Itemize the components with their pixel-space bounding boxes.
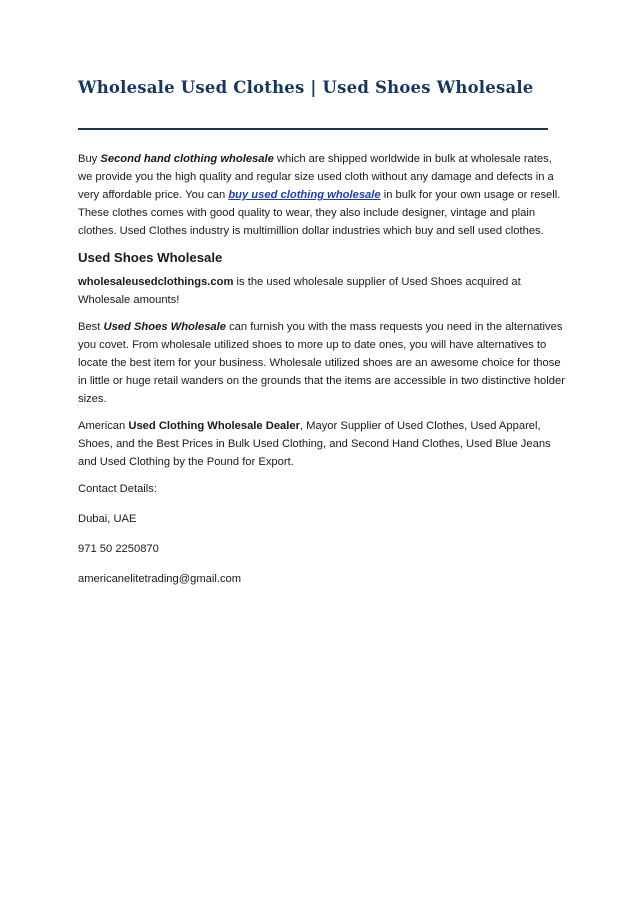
contact-label: Contact Details: <box>78 483 157 495</box>
supplier-paragraph <box>78 273 568 309</box>
intro-text-2: which are shipped worldwide in bulk at wholesale rates, we provide you the high quality and regular size used cloth without any damage and defects in a very affordable price. You can <box>78 153 554 201</box>
intro-paragraph <box>78 150 568 240</box>
dealer-text-2: , Mayor Supplier of Used Clothes, Used Apparel, Shoes, and the Best Prices in Bulk Used Clothing, and Second Hand Clothes, Used Blue Jeans and Used Clothing by the Pound for Export. <box>78 420 551 468</box>
title-underline-rule <box>78 128 548 130</box>
dealer-text-1: American <box>78 420 129 432</box>
supplier-text: is the used wholesale supplier of Used Shoes acquired at Wholesale amounts! <box>78 276 521 306</box>
section-heading: Used Shoes Wholesale <box>78 250 223 265</box>
intro-emphasis: Second hand clothing wholesale <box>100 153 274 165</box>
buy-used-clothing-link[interactable]: buy used clothing wholesale <box>228 189 381 201</box>
shoes-paragraph <box>78 318 568 408</box>
intro-text-3: in bulk for your own usage or resell. These clothes comes with good quality to wear, they also include designer, vintage and plain clothes. Used Clothes industry is multimillion dollar industries which buy and sell used clothes. <box>78 189 561 237</box>
contact-email: americanelitetrading@gmail.com <box>78 573 242 585</box>
contact-location: Dubai, UAE <box>78 513 137 525</box>
supplier-domain: wholesaleusedclothings.com <box>78 276 234 288</box>
intro-text-1: Buy <box>78 153 101 165</box>
document-title: Wholesale Used Clothes | Used Shoes Wholesale <box>78 78 534 97</box>
shoes-emphasis: Used Shoes Wholesale <box>103 321 226 333</box>
shoes-text-1: Best <box>78 321 104 333</box>
shoes-text-2: can furnish you with the mass requests you need in the alternatives you covet. From wholesale utilized shoes to more up to date ones, you will have alternatives to locate the best item for your business. Wholesale utilized shoes are an awesome choice for those in little or huge retail wanders on the grounds that the items are accessible in two distinctive holder sizes. <box>78 321 565 405</box>
document-body <box>78 150 568 597</box>
contact-phone: 971 50 2250870 <box>78 543 159 555</box>
dealer-emphasis: Used Clothing Wholesale Dealer <box>128 420 300 432</box>
dealer-paragraph <box>78 417 568 471</box>
